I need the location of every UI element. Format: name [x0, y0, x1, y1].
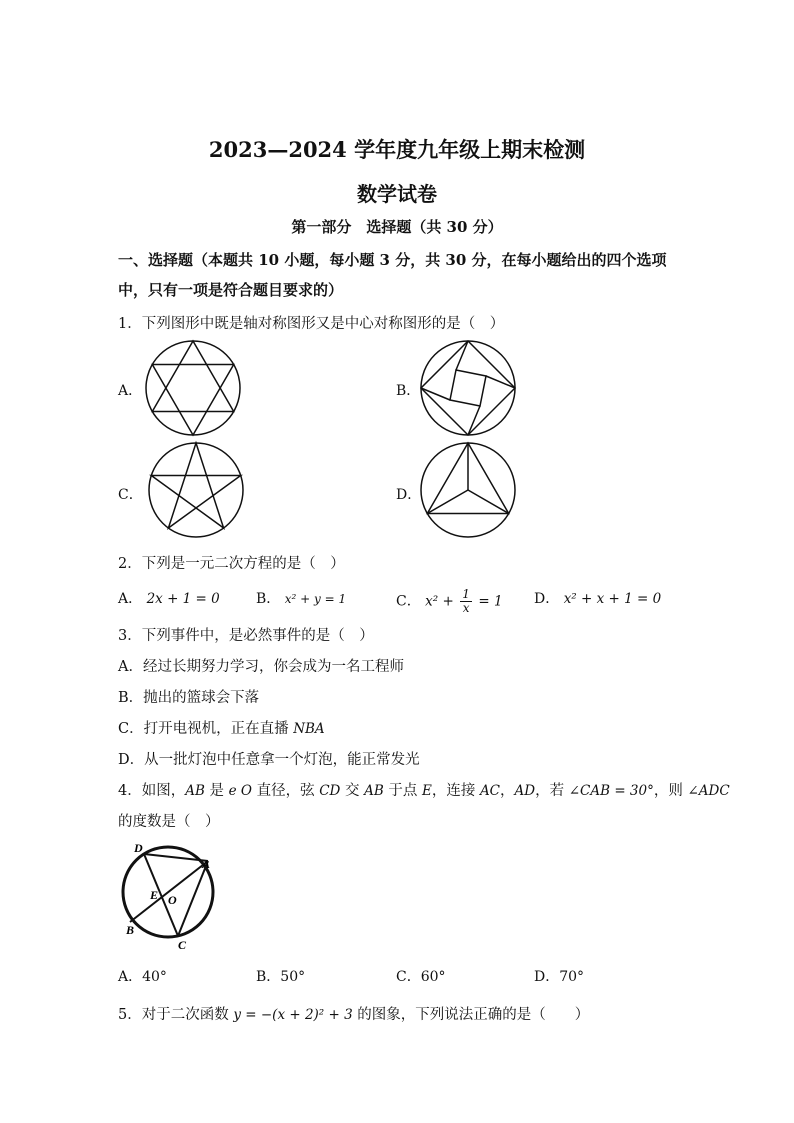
q4-math-e: E [421, 783, 432, 799]
q5-math-function: y = −(x + 2)² + 3 [233, 1007, 353, 1023]
q4-math-ab: AB [185, 783, 205, 799]
q4-option-a: A．40° [118, 969, 167, 985]
q2-option-b-label: B． [256, 591, 281, 607]
q2-option-c-denominator: x [462, 601, 470, 615]
q2-option-a-math: 2x + 1 = 0 [146, 591, 220, 607]
q5-stem [118, 1003, 589, 1024]
q2-option-b [256, 588, 346, 608]
q4-label-a: A [202, 857, 211, 871]
q3-option-c-math: NBA [293, 721, 325, 737]
q4-option-d: D．70° [534, 969, 585, 985]
q4-stem-text: ，连接 [431, 783, 480, 799]
q2-option-c [396, 588, 503, 615]
q4-stem-line1 [118, 779, 730, 800]
q1-figure-d-triangle [420, 442, 518, 538]
q2-option-c-label: C． [396, 593, 421, 610]
exam-subtitle: 数学试卷 [357, 182, 437, 206]
q2-option-d-label: D． [534, 591, 560, 607]
q2-option-d-math: x² + x + 1 = 0 [563, 591, 662, 607]
q4-math-angle-cab: ∠CAB = 30° [568, 783, 654, 799]
q1-option-b-label: B． [396, 383, 421, 399]
q2-option-b-math: x² + y = 1 [284, 592, 347, 606]
q4-label-d: D [134, 841, 143, 855]
q1-stem: 1．下列图形中既是轴对称图形又是中心对称图形的是（ ） [118, 316, 505, 332]
q3-option-b: B．抛出的篮球会下落 [118, 690, 260, 706]
q4-stem-text: 于点 [383, 783, 422, 799]
q2-option-c-numerator: 1 [462, 587, 470, 601]
q4-stem-text: 4．如图， [118, 783, 186, 799]
q4-math-cd: CD [319, 783, 341, 799]
q3-stem: 3．下列事件中，是必然事件的是（ ） [118, 628, 374, 644]
q2-stem: 2．下列是一元二次方程的是（ ） [118, 556, 345, 572]
q1-option-c-label: C． [118, 487, 143, 503]
q4-stem-text: 交 [340, 783, 365, 799]
q2-option-d [534, 588, 661, 608]
q4-stem-text: ， [500, 783, 515, 799]
q2-option-a [118, 588, 220, 608]
q4-math-ad: AD [514, 783, 536, 799]
section-instruction-line1: 一、选择题（本题共 10 小题，每小题 3 分，共 30 分，在每小题给出的四个选项 [118, 251, 667, 269]
part-heading: 第一部分 选择题（共 30 分） [291, 218, 503, 236]
q3-option-d: D．从一批灯泡中任意拿一个灯泡，能正常发光 [118, 752, 420, 768]
q4-stem-line2: 的度数是（ ） [118, 814, 220, 830]
q4-math-angle-adc: ∠ADC [687, 783, 730, 799]
q1-figure-a-hexagram [145, 340, 245, 436]
q4-option-b: B．50° [256, 969, 306, 985]
q3-option-c-text: C．打开电视机，正在直播 [118, 721, 294, 737]
q1-option-d-label: D． [396, 487, 422, 503]
q4-stem-text: ，则 [653, 783, 688, 799]
q1-figure-b-pinwheel-square [420, 340, 518, 436]
q4-label-e: E [150, 888, 159, 902]
q4-math-circle-o: e O [228, 783, 252, 799]
section-instruction-line2: 中，只有一项是符合题目要求的） [118, 281, 344, 299]
q4-option-c: C．60° [396, 969, 446, 985]
q2-option-c-math-pre: x² + [425, 593, 454, 610]
exam-title: 2023—2024 学年度九年级上期末检测 [208, 137, 586, 162]
q4-stem-text: 直径，弦 [251, 783, 320, 799]
q5-stem-pre: 5．对于二次函数 [118, 1007, 234, 1023]
q2-option-a-label: A． [118, 591, 143, 607]
q4-stem-text: 是 [204, 783, 229, 799]
q3-option-a: A．经过长期努力学习，你会成为一名工程师 [118, 659, 404, 675]
q1-option-a-label: A． [118, 383, 143, 399]
q4-label-c: C [178, 938, 187, 952]
q2-option-c-fraction [460, 588, 472, 615]
q4-circle-figure [120, 840, 220, 952]
q4-math-ac: AC [479, 783, 501, 799]
q5-stem-post: 的图象，下列说法正确的是（ ） [352, 1007, 590, 1023]
q4-stem-text: ，若 [535, 783, 569, 799]
q1-figure-c-pentagram [148, 442, 246, 538]
q3-option-c [118, 717, 325, 738]
q4-math-ab: AB [364, 783, 384, 799]
q2-option-c-math-post: = 1 [478, 593, 503, 610]
q4-label-b: B [126, 923, 135, 937]
q4-label-o: O [168, 893, 177, 907]
